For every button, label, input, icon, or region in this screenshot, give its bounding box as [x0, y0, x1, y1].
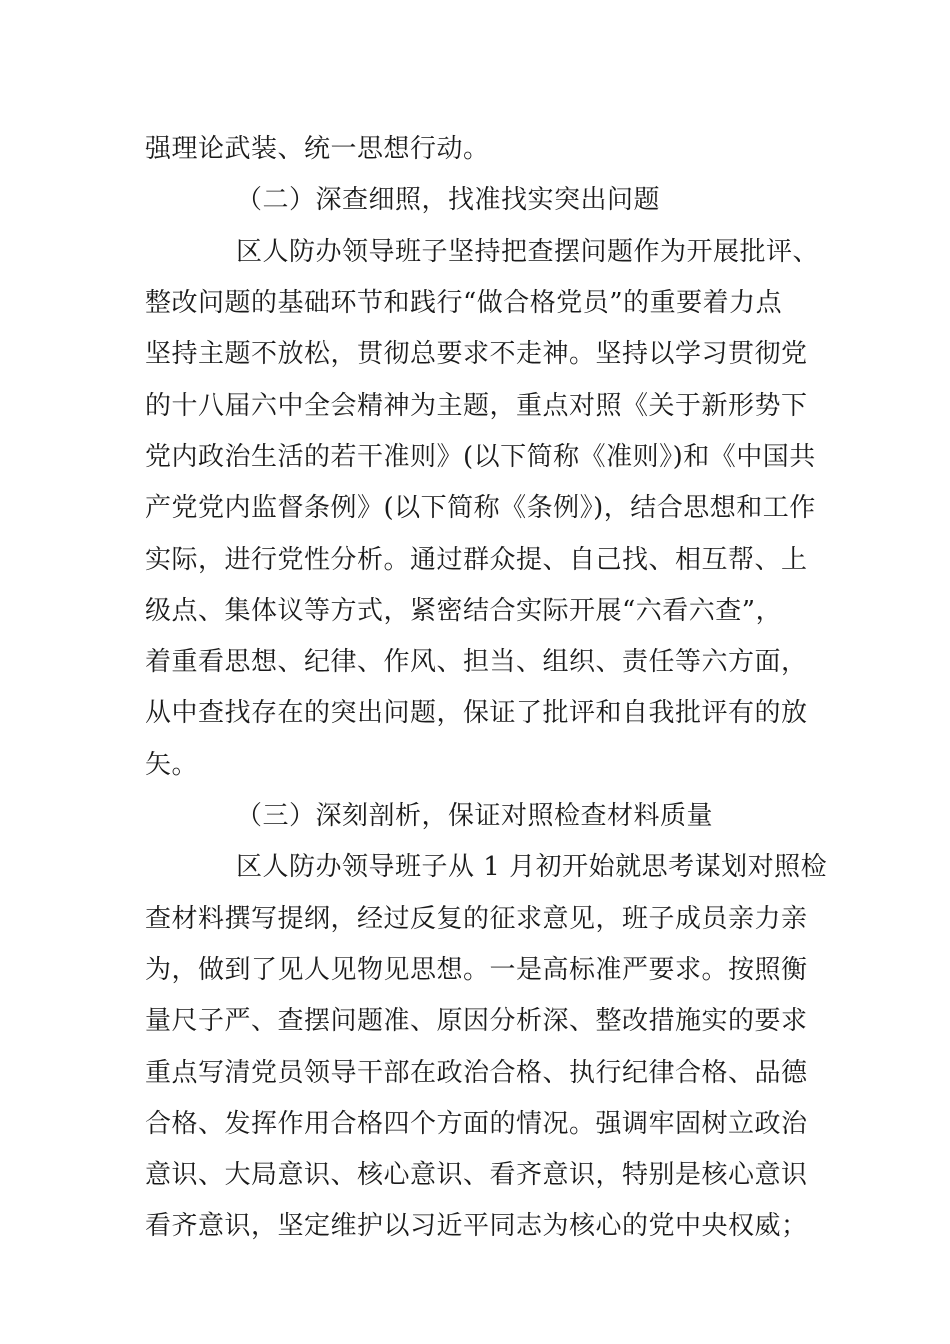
section-heading-3: （三）深刻剖析，保证对照检查材料质量 — [236, 801, 714, 831]
text-line: 合格、发挥作用合格四个方面的情况。强调牢固树立政治 — [145, 1109, 808, 1139]
text-line: 看齐意识，坚定维护以习近平同志为核心的党中央权威； — [145, 1211, 808, 1241]
text-line: 强理论武装、统一思想行动。 — [145, 134, 490, 164]
text-line: 意识、大局意识、核心意识、看齐意识，特别是核心意识 — [145, 1160, 808, 1190]
text-line: 实际，进行党性分析。通过群众提、自己找、相互帮、上 — [145, 545, 808, 575]
text-line: 区人防办领导班子坚持把查摆问题作为开展批评、 — [236, 237, 820, 267]
text-line: 重点写清党员领导干部在政治合格、执行纪律合格、品德 — [145, 1058, 808, 1088]
text-line: 产党党内监督条例》(以下简称《条例》)，结合思想和工作 — [145, 493, 816, 523]
text-line: 区人防办领导班子从 1 月初开始就思考谋划对照检 — [236, 852, 828, 882]
text-line: 从中查找存在的突出问题，保证了批评和自我批评有的放 — [145, 698, 808, 728]
text-line: 矢。 — [145, 750, 199, 780]
text-line: 为，做到了见人见物见思想。一是高标准严要求。按照衡 — [145, 955, 808, 985]
section-heading-2: （二）深查细照，找准找实突出问题 — [236, 185, 661, 215]
text-line: 党内政治生活的若干准则》(以下简称《准则》)和《中国共 — [145, 442, 816, 472]
text-line: 级点、集体议等方式，紧密结合实际开展“六看六查”， — [145, 596, 783, 626]
text-line: 的十八届六中全会精神为主题，重点对照《关于新形势下 — [145, 391, 808, 421]
text-line: 查材料撰写提纲，经过反复的征求意见，班子成员亲力亲 — [145, 904, 808, 934]
text-line: 量尺子严、查摆问题准、原因分析深、整改措施实的要求 — [145, 1006, 808, 1036]
text-line: 整改问题的基础环节和践行“做合格党员”的重要着力点 — [145, 288, 783, 318]
text-line: 坚持主题不放松，贯彻总要求不走神。坚持以学习贯彻党 — [145, 339, 808, 369]
text-line: 着重看思想、纪律、作风、担当、组织、责任等六方面， — [145, 647, 808, 677]
